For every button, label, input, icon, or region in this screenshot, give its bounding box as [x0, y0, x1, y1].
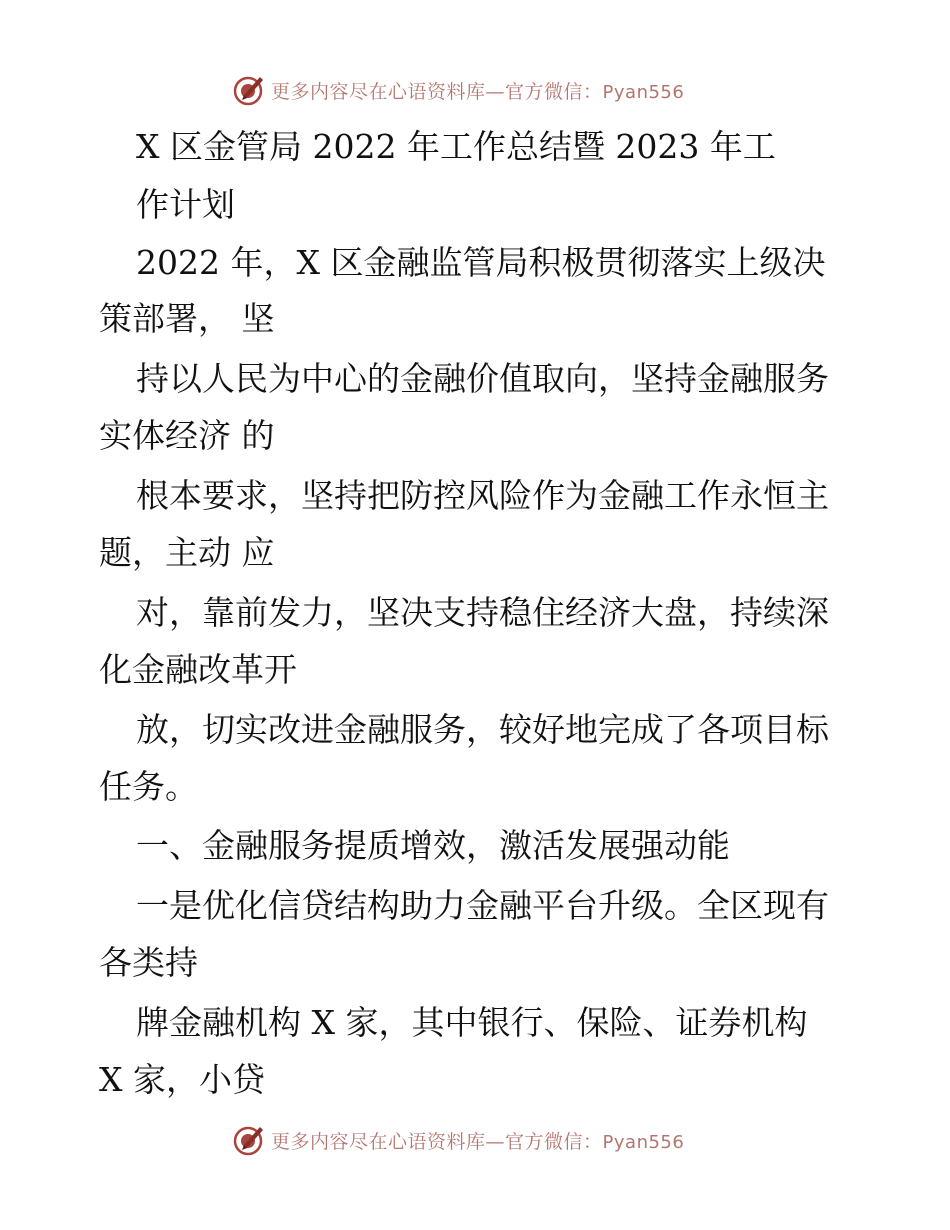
watermark-text: 更多内容尽在心语资料库—官方微信：Pyan556: [271, 1130, 685, 1153]
doc-text-line: 任务。: [99, 767, 198, 806]
doc-text-line: 牌金融机构 X 家，其中银行、保险、证券机构: [136, 1003, 808, 1042]
doc-text-line: 持以人民为中心的金融价值取向，坚持金融服务: [136, 359, 829, 398]
doc-section-heading: 一、金融服务提质增效，激活发展强动能: [136, 826, 730, 865]
doc-text-line: 对，靠前发力，坚决支持稳住经济大盘，持续深: [136, 593, 829, 632]
doc-text-line: 化金融改革开: [99, 650, 297, 689]
doc-text-line: 题，主动 应: [99, 533, 275, 572]
doc-title-line-1: X 区金管局 2022 年工作总结暨 2023 年工: [136, 127, 776, 166]
doc-text-line: 实体经济 的: [99, 416, 275, 455]
doc-text-line: 根本要求，坚持把防控风险作为金融工作永恒主: [136, 476, 829, 515]
doc-text-line: 各类持: [99, 943, 198, 982]
watermark-banner-top: [232, 73, 684, 107]
doc-text-line: 一是优化信贷结构助力金融平台升级。全区现有: [136, 886, 829, 925]
doc-text-line: 2022 年，X 区金融监管局积极贯彻落实上级决: [136, 243, 826, 282]
doc-text-line: 策部署， 坚: [99, 299, 275, 338]
watermark-banner-bottom: [232, 1123, 684, 1157]
doc-title-line-2: 作计划: [136, 185, 235, 224]
watermark-text: 更多内容尽在心语资料库—官方微信：Pyan556: [271, 80, 685, 103]
pen-logo-icon: [232, 73, 266, 107]
doc-text-line: X 家，小贷: [99, 1060, 265, 1099]
doc-text-line: 放，切实改进金融服务，较好地完成了各项目标: [136, 710, 829, 749]
pen-logo-icon: [232, 1123, 266, 1157]
